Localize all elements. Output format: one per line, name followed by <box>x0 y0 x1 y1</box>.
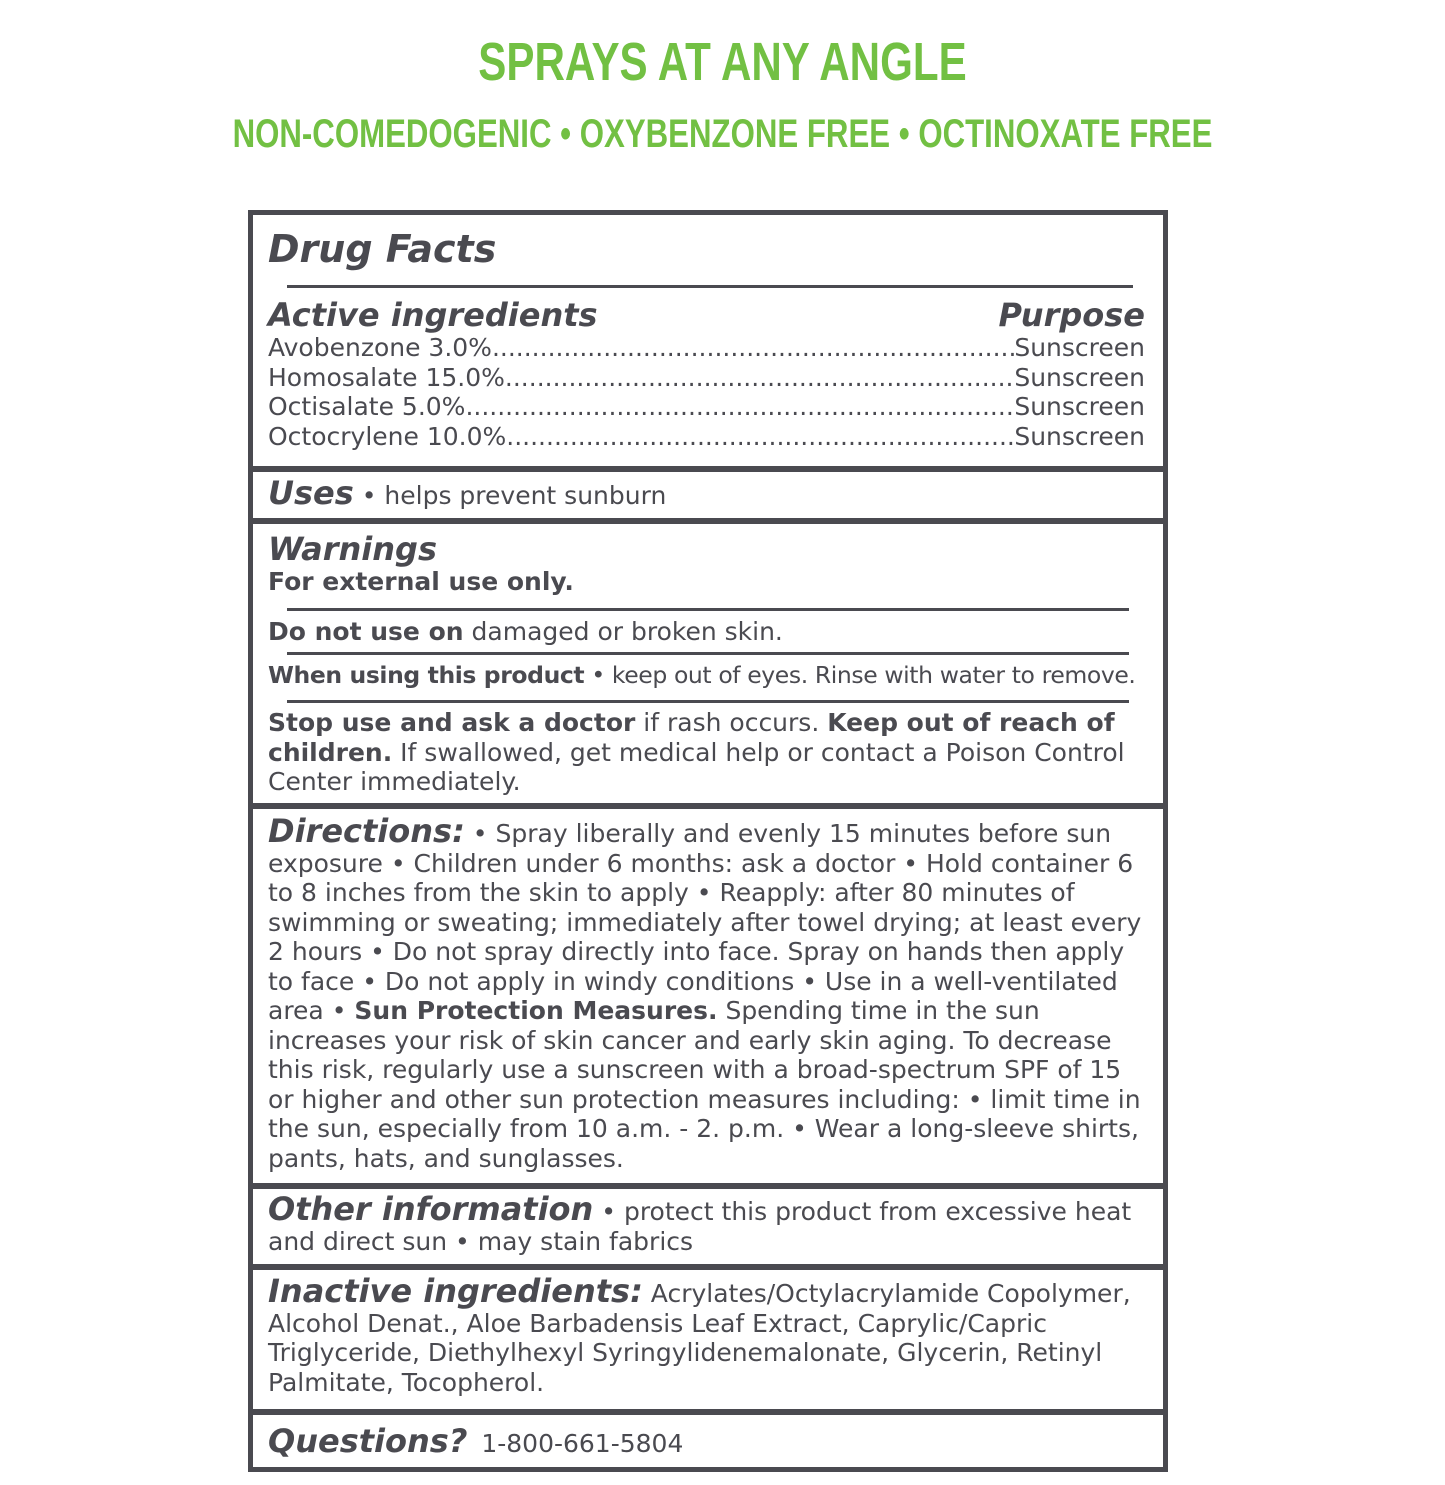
when-using-section <box>253 661 1163 691</box>
when-using-text: • keep out of eyes. Rinse with water to remove. <box>584 661 1136 689</box>
subheadline: NON-COMEDOGENIC • OXYBENZONE FREE • OCTINOXATE FREE <box>232 112 1213 156</box>
ingredient-name: Octisalate 5.0% <box>268 392 466 421</box>
ingredient-purpose: Sunscreen <box>1014 392 1145 421</box>
uses-section <box>253 474 1163 512</box>
uses-text: • helps prevent sunburn <box>353 481 667 510</box>
directions-heading: Directions: <box>268 812 465 850</box>
do-not-use-label: Do not use on <box>268 617 464 646</box>
stop-use-label: Stop use and ask a doctor <box>268 708 636 737</box>
headline: SPRAYS AT ANY ANGLE <box>478 32 967 92</box>
ingredient-row <box>268 392 1145 422</box>
phone-number: 1-800-661-5804 <box>481 1429 684 1458</box>
do-not-use-text: damaged or broken skin. <box>463 617 783 646</box>
drug-facts-title-section <box>253 227 1163 271</box>
other-information-section <box>253 1190 1163 1256</box>
leader-dots <box>492 333 1014 363</box>
ingredient-name: Octocrylene 10.0% <box>268 421 507 451</box>
when-using-label: When using this product <box>268 661 585 689</box>
uses-heading: Uses <box>268 474 354 512</box>
stop-use-section <box>253 708 1163 797</box>
warnings-rule <box>287 608 1129 611</box>
sun-protection-label: Sun Protection Measures. <box>354 996 718 1025</box>
questions-heading: Questions? <box>268 1422 468 1460</box>
warnings-section <box>253 531 1163 597</box>
ingredient-purpose: Sunscreen <box>1014 362 1145 392</box>
ingredient-purpose: Sunscreen <box>1014 421 1145 451</box>
questions-section <box>253 1422 1163 1460</box>
ingredient-row <box>268 422 1145 452</box>
leader-dots <box>465 392 1014 422</box>
section-divider <box>253 1409 1163 1415</box>
stop-use-text: if rash occurs. <box>635 708 828 737</box>
active-header-row <box>268 297 1145 333</box>
warnings-rule <box>287 700 1129 703</box>
ingredient-name: Homosalate 15.0% <box>268 362 505 392</box>
drug-facts-panel <box>248 210 1168 1472</box>
keep-out-text: If swallowed, get medical help or contact a Poison Control Center immediately. <box>268 737 1125 796</box>
warnings-heading: Warnings <box>268 530 437 568</box>
leader-dots <box>505 363 1014 393</box>
section-divider <box>253 518 1163 524</box>
inactive-ingredients-text: Acrylates/Octylacrylamide Copolymer, Alcohol Denat., Aloe Barbadensis Leaf Extract, Caprylic/Capric Triglyceride, Diethylhexyl Syringylidenemalonate, Glycerin, Retinyl Palmitate, Tocopherol. <box>268 1279 1131 1397</box>
ingredient-purpose: Sunscreen <box>1014 333 1145 362</box>
section-divider <box>253 803 1163 809</box>
leader-dots <box>506 422 1014 452</box>
ingredient-row <box>268 363 1145 393</box>
section-divider <box>253 1264 1163 1270</box>
keep-out-label: Keep out of reach of children. <box>268 708 1115 767</box>
active-ingredients-section <box>253 297 1163 451</box>
inactive-ingredients-section <box>253 1272 1163 1397</box>
directions-section <box>253 812 1163 1173</box>
other-information-heading: Other information <box>268 1190 594 1228</box>
section-divider <box>253 1183 1163 1189</box>
warnings-rule <box>287 652 1129 655</box>
ingredient-row <box>268 333 1145 363</box>
purpose-heading: Purpose <box>998 296 1145 334</box>
directions-text: • Spray liberally and evenly 15 minutes before sun exposure • Children under 6 months: ask a doctor • Hold container 6 to 8 inches from the skin to apply • Reapply: after 80 minutes of swimming or sweating; immediately after towel drying; at least every 2 hours • Do not spray directly into face. Spray on hands then apply to face • Do not apply in windy conditions • Use in a well-ventilated area • <box>268 819 1142 1025</box>
title-rule <box>287 285 1133 288</box>
active-ingredients-heading: Active ingredients <box>268 296 598 334</box>
other-information-text: • protect this product from excessive heat and direct sun • may stain fabrics <box>268 1197 1132 1256</box>
drug-facts-title: Drug Facts <box>268 227 497 271</box>
section-divider <box>253 466 1163 472</box>
directions-text-continued: Spending time in the sun increases your risk of skin cancer and early skin aging. To decrease this risk, regularly use a sunscreen with a broad-spectrum SPF of 15 or higher and other sun protection measures including: • limit time in the sun, especially from 10 a.m. - 2. p.m. • Wear a long-sleeve shirts, pants, hats, and sunglasses. <box>268 996 1141 1173</box>
external-use-text: For external use only. <box>268 567 574 596</box>
do-not-use-section <box>253 617 1163 647</box>
inactive-ingredients-heading: Inactive ingredients: <box>268 1272 643 1310</box>
ingredient-name: Avobenzone 3.0% <box>268 333 492 362</box>
